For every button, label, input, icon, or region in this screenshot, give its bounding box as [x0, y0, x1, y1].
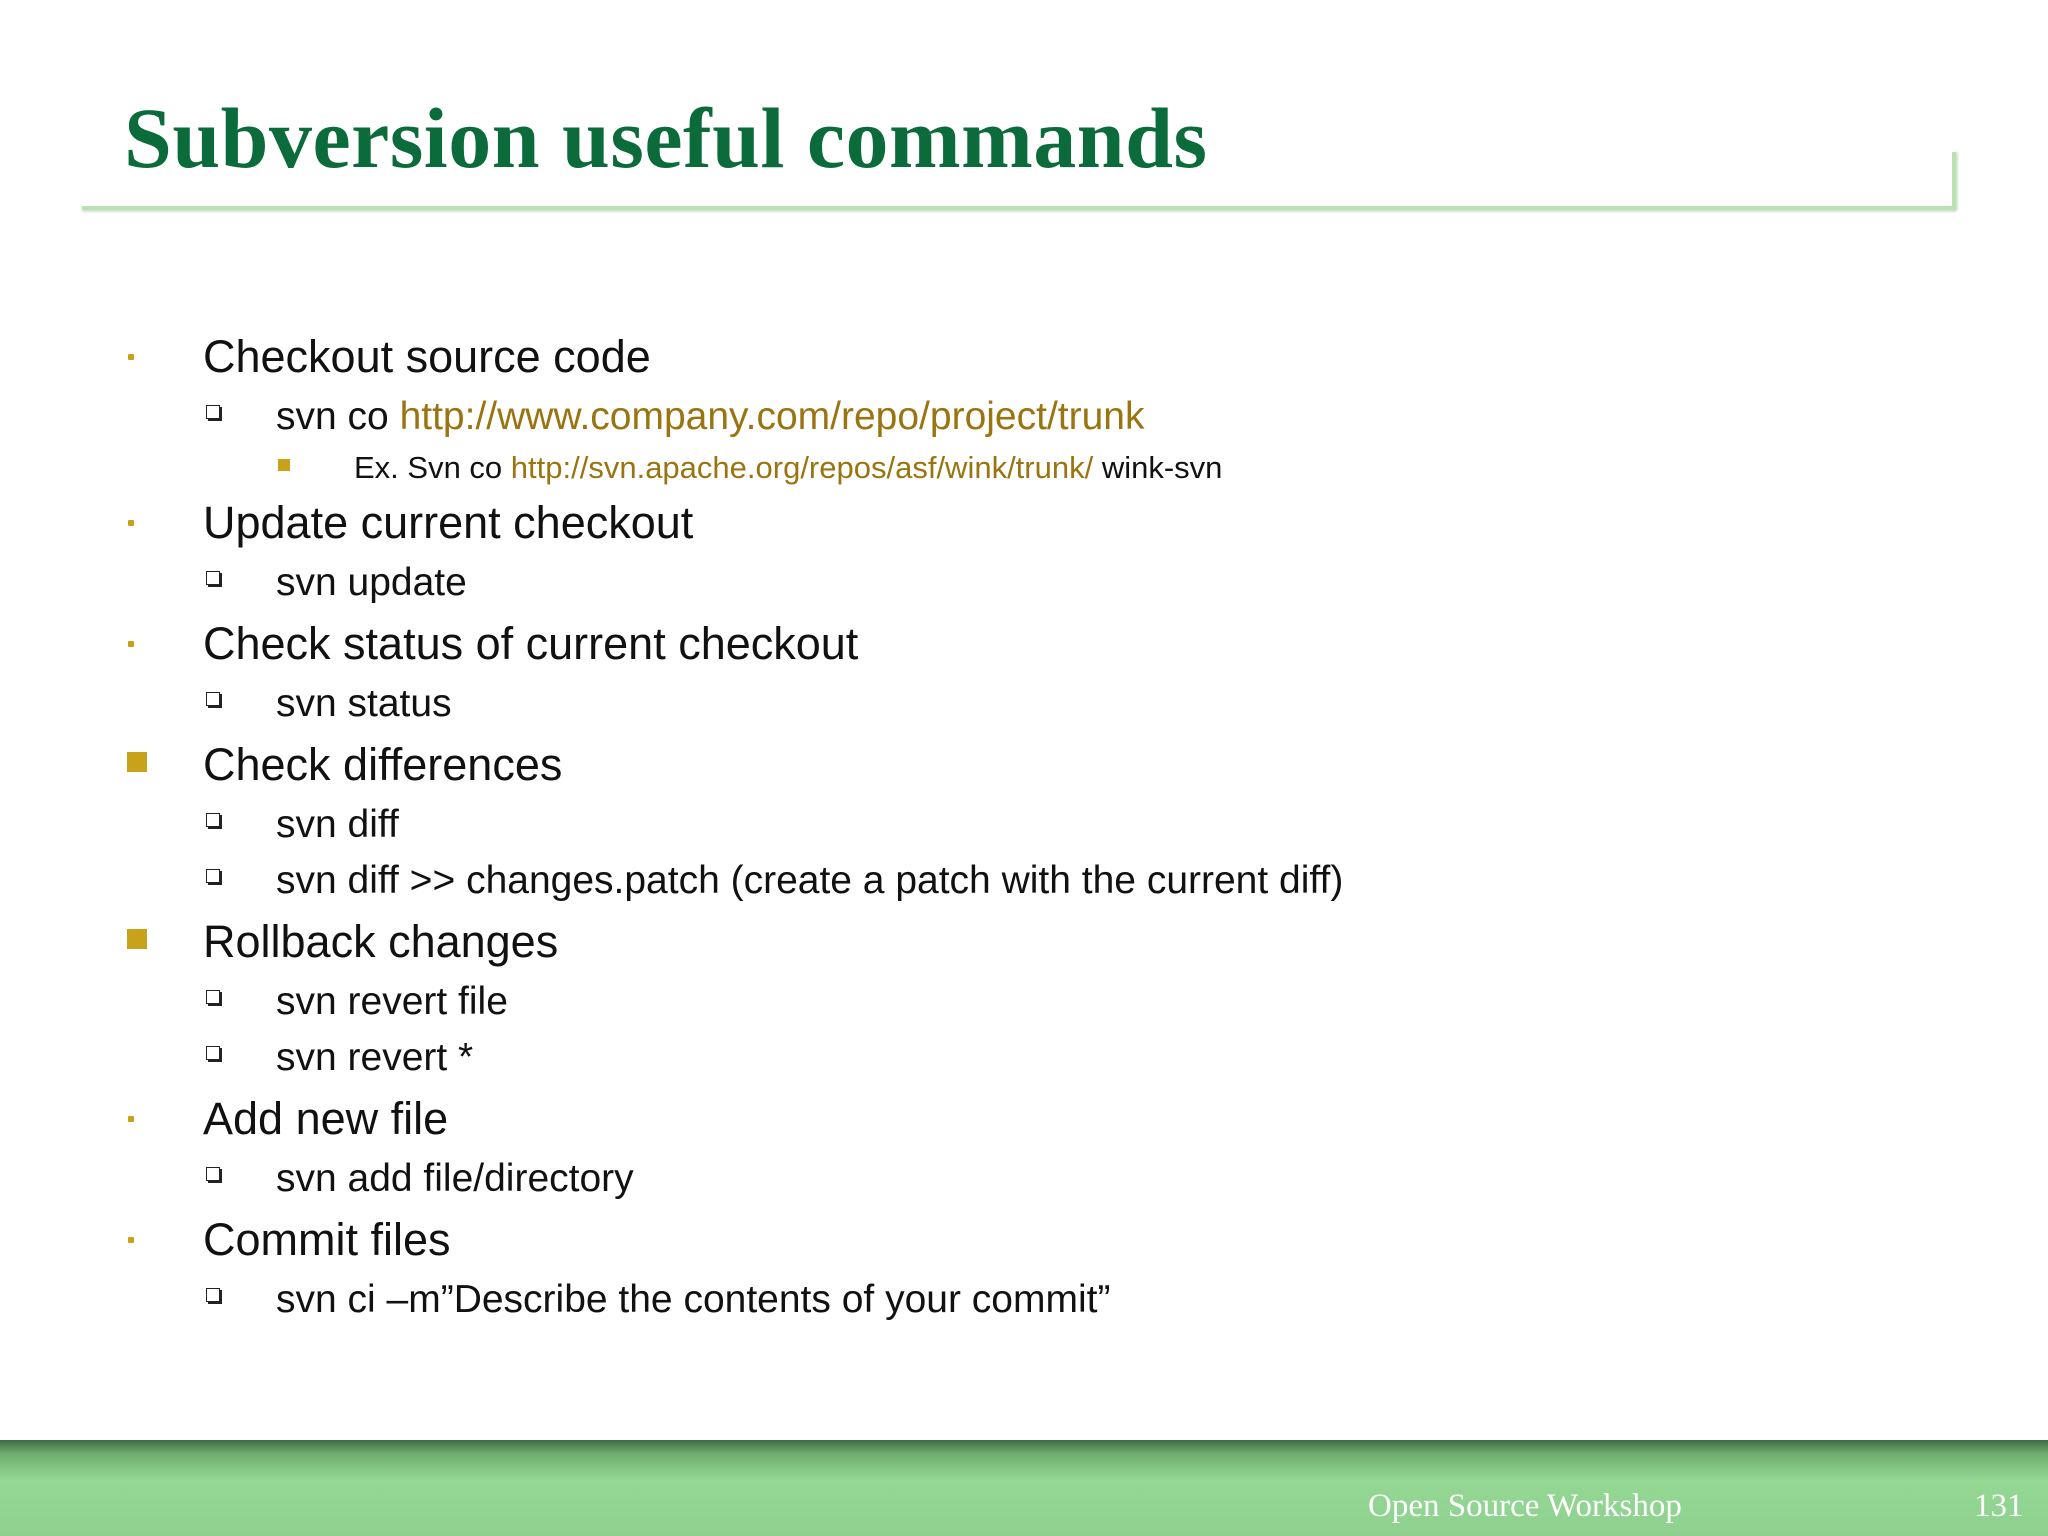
small-bullet-icon: [128, 641, 134, 647]
square-bullet-icon: [278, 459, 290, 471]
command-text: svn co: [276, 395, 400, 438]
list-item: Check status of current checkout: [203, 618, 859, 669]
small-bullet-icon: [128, 1116, 134, 1122]
footer-bar: [0, 1440, 2048, 1536]
sub-sub-list-item: [354, 450, 1222, 486]
slide-title: Subversion useful commands: [124, 90, 1208, 186]
list-item: Check differences: [203, 739, 563, 790]
list-item: Add new file: [203, 1093, 449, 1144]
checkbox-bullet-icon: [206, 1046, 220, 1060]
page-number: 131: [1974, 1488, 2024, 1524]
sub-list-item: svn add file/directory: [276, 1157, 634, 1200]
footer-label: Open Source Workshop: [1368, 1488, 1682, 1524]
sub-list-item: svn ci –m”Describe the contents of your commit”: [276, 1278, 1111, 1321]
example-suffix: wink-svn: [1093, 450, 1223, 485]
sub-list-item: svn diff: [276, 803, 399, 846]
checkbox-bullet-icon: [206, 869, 220, 883]
list-item: Rollback changes: [203, 916, 559, 967]
checkbox-bullet-icon: [206, 405, 220, 419]
checkbox-bullet-icon: [206, 990, 220, 1004]
repo-url-link[interactable]: http://www.company.com/repo/project/trunk: [399, 395, 1145, 438]
sub-list-item: svn status: [276, 682, 452, 725]
square-bullet-icon: [127, 929, 147, 949]
sub-list-item: svn revert *: [276, 1036, 474, 1079]
sub-list-item: svn revert file: [276, 980, 508, 1023]
checkbox-bullet-icon: [206, 571, 220, 585]
checkbox-bullet-icon: [206, 813, 220, 827]
sub-list-item: [276, 395, 1145, 439]
square-bullet-icon: [127, 752, 147, 772]
apache-url-link[interactable]: http://svn.apache.org/repos/asf/wink/trunk/: [510, 450, 1094, 485]
small-bullet-icon: [128, 520, 134, 526]
sub-list-item: svn diff >> changes.patch (create a patch with the current diff): [276, 859, 1344, 902]
checkbox-bullet-icon: [206, 692, 220, 706]
sub-list-item: svn update: [276, 561, 467, 604]
checkbox-bullet-icon: [206, 1288, 220, 1302]
list-item: Commit files: [203, 1214, 451, 1265]
example-text: Ex. Svn co: [354, 450, 511, 485]
list-item: Update current checkout: [203, 497, 694, 548]
list-item: Checkout source code: [203, 331, 651, 382]
small-bullet-icon: [128, 354, 134, 360]
small-bullet-icon: [128, 1237, 134, 1243]
checkbox-bullet-icon: [206, 1167, 220, 1181]
